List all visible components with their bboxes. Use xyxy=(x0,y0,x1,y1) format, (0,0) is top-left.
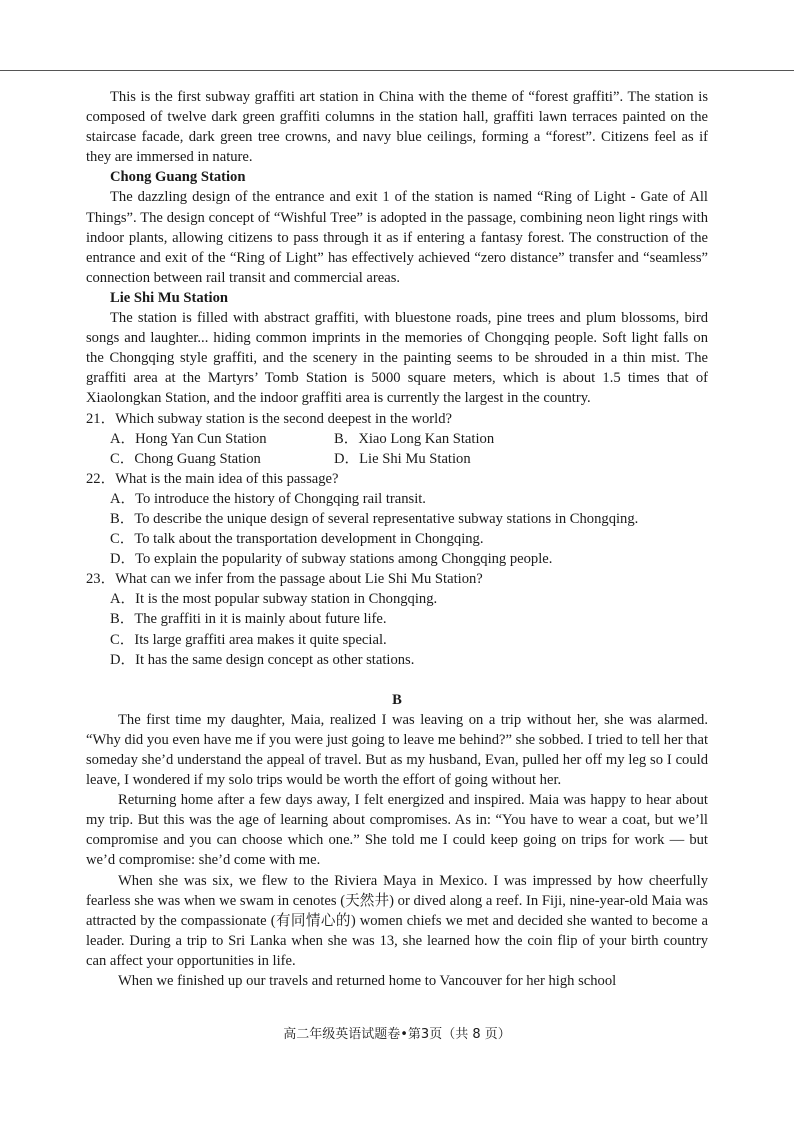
passage-b-paragraph: When we finished up our travels and returned home to Vancouver for her high school xyxy=(118,973,617,990)
question-stem: 23．What can we infer from the passage about Lie Shi Mu Station? xyxy=(86,571,483,588)
passage-b-paragraph: The first time my daughter, Maia, realized I was leaving on a trip without her, she was alarmed. “Why did you even have me if you were just going to leave me behind?” she sobbed. I tried to tell her that someday she’d understand the appeal of travel. But as my husband, Evan, pulled her off my leg so I could leave, I wondered if my solo trips would be worth the effort of going without her. xyxy=(86,711,708,789)
options-row xyxy=(86,429,708,449)
passage-b-paragraph: When she was six, we flew to the Riviera Maya in Mexico. I was impressed by how cheerfully fearless she was when we swam in cenotes (天然井) or dived along a reef. In Fiji, nine-year-old Maia was attracted by the compassionate (有同情心的) women chiefs we met and decided she wanted to become a leader. During a trip to Sri Lanka when she was 13, she learned how the coin flip of your birth country can affect your opportunities in life. xyxy=(86,872,708,969)
lie-shi-mu-paragraph: The station is filled with abstract graffiti, with bluestone roads, pine trees and plum blossoms, bird songs and laughter... hiding common imprints in the memories of Chongqing people. Soft light falls on the Chongqing style graffiti, and the scenery in the painting seems to be shrouded in a thin mist. The graffiti area at the Martyrs’ Tomb Station is 5000 square meters, which is about 1.5 times that of Xiaolongkan Station, and the indoor graffiti area is currently the largest in the country. xyxy=(86,310,708,407)
option-text: To talk about the transportation development in Chongqing. xyxy=(134,531,484,548)
option-text: To explain the popularity of subway stations among Chongqing people. xyxy=(135,551,553,568)
header-rule xyxy=(0,70,794,71)
option-letter: B． xyxy=(110,510,135,527)
forest-graffiti-paragraph: This is the first subway graffiti art station in China with the theme of “forest graffiti”. The station is composed of twelve dark green graffiti columns in the station hall, graffiti lawn terraces painted on the staircase facade, dark green tree crowns, and navy blue ceilings, forming a “forest”. Citizens feel as if they are immersed in nature. xyxy=(86,89,708,166)
option-letter: C． xyxy=(110,631,135,648)
option-a xyxy=(110,429,334,449)
option-letter: C． xyxy=(110,450,135,467)
option-text: Chong Guang Station xyxy=(134,450,261,467)
option-text: Xiao Long Kan Station xyxy=(358,430,495,447)
option-text: It has the same design concept as other stations. xyxy=(135,651,415,668)
option-text: Lie Shi Mu Station xyxy=(359,450,471,467)
option-b xyxy=(86,609,708,629)
question-23 xyxy=(86,569,708,669)
chong-guang-paragraph: The dazzling design of the entrance and exit 1 of the station is named “Ring of Light - Gate of All Things”. The design concept of “Wishful Tree” is adopted in the passage, combining neon light rings with indoor plants, allowing citizens to pass through it as if entering a fantasy forest. The construction of the entrance and exit of the “Ring of Light” has effectively achieved “zero distance” transfer and “seamless” connection between rail transit and commercial areas. xyxy=(86,189,708,286)
option-letter: D． xyxy=(334,450,360,467)
option-text: To describe the unique design of several representative subway stations in Chongqing. xyxy=(134,510,639,527)
question-21 xyxy=(86,409,708,469)
question-stem: 21．Which subway station is the second deepest in the world? xyxy=(86,410,452,427)
option-a xyxy=(86,489,708,509)
option-letter: B． xyxy=(110,611,135,628)
option-text: The graffiti in it is mainly about future life. xyxy=(134,611,387,628)
option-c xyxy=(86,630,708,650)
option-text: Its large graffiti area makes it quite special. xyxy=(134,631,387,648)
exam-page-content xyxy=(86,87,708,991)
option-letter: C． xyxy=(110,531,135,548)
option-letter: A． xyxy=(110,591,136,608)
option-d xyxy=(334,449,558,469)
option-text: It is the most popular subway station in Chongqing. xyxy=(135,591,438,608)
question-stem: 22．What is the main idea of this passage? xyxy=(86,470,339,487)
option-b xyxy=(334,429,558,449)
station-heading-chong-guang: Chong Guang Station xyxy=(110,169,246,186)
options-row xyxy=(86,449,708,469)
option-a xyxy=(86,589,708,609)
question-22 xyxy=(86,469,708,569)
option-c xyxy=(86,529,708,549)
option-text: Hong Yan Cun Station xyxy=(135,430,267,447)
option-letter: A． xyxy=(110,490,136,507)
option-d xyxy=(86,549,708,569)
option-c xyxy=(110,449,334,469)
option-letter: D． xyxy=(110,551,136,568)
option-letter: A． xyxy=(110,430,136,447)
option-letter: B． xyxy=(334,430,359,447)
option-text: To introduce the history of Chongqing rail transit. xyxy=(135,490,426,507)
option-d xyxy=(86,650,708,670)
option-b xyxy=(86,509,708,529)
station-heading-lie-shi-mu: Lie Shi Mu Station xyxy=(110,289,228,306)
option-letter: D． xyxy=(110,651,136,668)
section-b-label: B xyxy=(392,691,402,708)
page-footer: 高二年级英语试题卷•第3页（共 8 页） xyxy=(283,1027,511,1042)
passage-b-paragraph: Returning home after a few days away, I felt energized and inspired. Maia was happy to hear about my trip. But this was the age of learning about compromises. As in: “You have to wear a coat, but we’ll compromise and you can choose which one.” She told me I could keep going on trips for work — but we’d compromise: she’d come with me. xyxy=(86,792,708,869)
